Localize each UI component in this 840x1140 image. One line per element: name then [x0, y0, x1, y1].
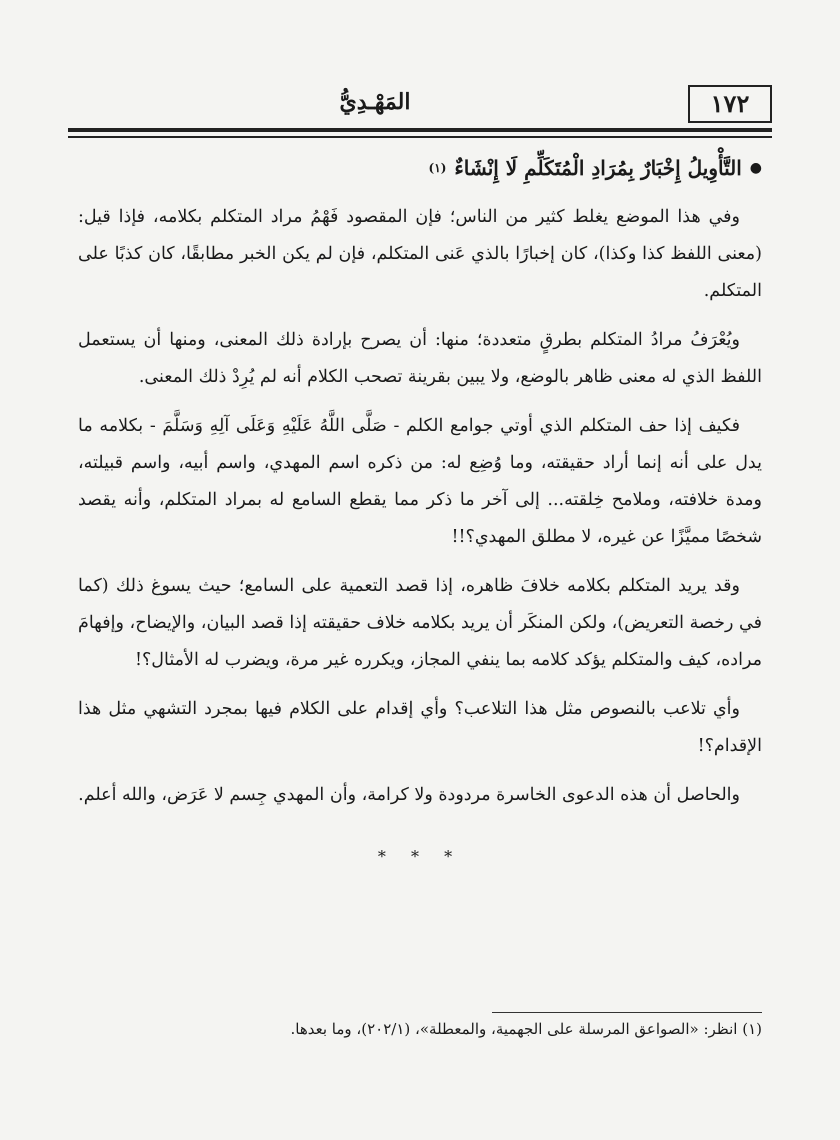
paragraph: وقد يريد المتكلم بكلامه خلافَ ظاهره، إذا قصد التعمية على السامع؛ حيث يسوغ ذلك (كما في رخصة التعريض)، ولكن المنكَر أن يريد بكلامه خلاف حقيقته إذا قصد البيان، والإيضاح، وإفهامَ مراده، كيف والمتكلم يؤكد كلامه بما ينفي المجاز، ويكرره غير مرة، ويضرب له الأمثال؟!: [78, 576, 762, 670]
main-content: [78, 142, 762, 875]
paragraph: ويُعْرَفُ مرادُ المتكلم بطرقٍ متعددة؛ منها: أن يصرح بإرادة ذلك المعنى، ومنها أن يستعمل اللفظ الذي له معنى ظاهر بالوضع، ولا يبين بقرينة تصحب الكلام أنه لم يُرِدْ ذلك المعنى.: [78, 330, 762, 387]
page-number: ١٧٢: [688, 85, 772, 123]
section-heading: [78, 150, 762, 187]
paragraph: وفي هذا الموضع يغلط كثير من الناس؛ فإن المقصود فَهْمُ مراد المتكلم بكلامه، فإذا قيل: (معنى اللفظ كذا وكذا)، كان إخبارًا بالذي عَنى المتكلم، فإن لم يكن الخبر مطابقًا، كان كذبًا على المتكلم.: [78, 207, 762, 301]
header-rule-thick: [68, 128, 772, 132]
section-heading-text: التَّأْوِيلُ إِخْبَارٌ بِمُرَادِ الْمُتَكَلِّمِ لَا إِنْشَاءٌ: [454, 156, 742, 180]
footnote-rule: [492, 1012, 762, 1013]
footnote-marker: (١): [428, 161, 447, 175]
page-header: [68, 85, 772, 125]
header-rule-thin: [68, 136, 772, 138]
footnote: (١) انظر: «الصواعق المرسلة على الجهمية، والمعطلة»، (٢٠٢/١)، وما بعدها.: [290, 1020, 762, 1038]
bullet-icon: ●: [749, 160, 762, 176]
paragraph: وأي تلاعب بالنصوص مثل هذا التلاعب؟ وأي إقدام على الكلام فيها بمجرد التشهي مثل هذا الإقدام؟!: [78, 699, 762, 756]
section-separator: * * *: [377, 847, 463, 866]
running-title: المَهْـدِيُّ: [339, 89, 411, 115]
paragraph: فكيف إذا حف المتكلم الذي أوتي جوامع الكلم - صَلَّى اللَّهُ عَلَيْهِ وَعَلَى آلِهِ وَسَلَّمَ - بكلامه ما يدل على أنه إنما أراد حقيقته، وما وُضِع له: من ذكره اسم المهدي، واسم أبيه، واسم قبيلته، ومدة خلافته، وملامح خِلقته... إلى آخر ما ذكر مما يقطع السامع له بمراد المتكلم، وأنه يقصد شخصًا مميَّزًا عن غيره، لا مطلق المهدي؟!!: [78, 416, 762, 547]
paragraph: والحاصل أن هذه الدعوى الخاسرة مردودة ولا كرامة، وأن المهدي جِسم لا عَرَض، والله أعلم.: [78, 785, 740, 805]
